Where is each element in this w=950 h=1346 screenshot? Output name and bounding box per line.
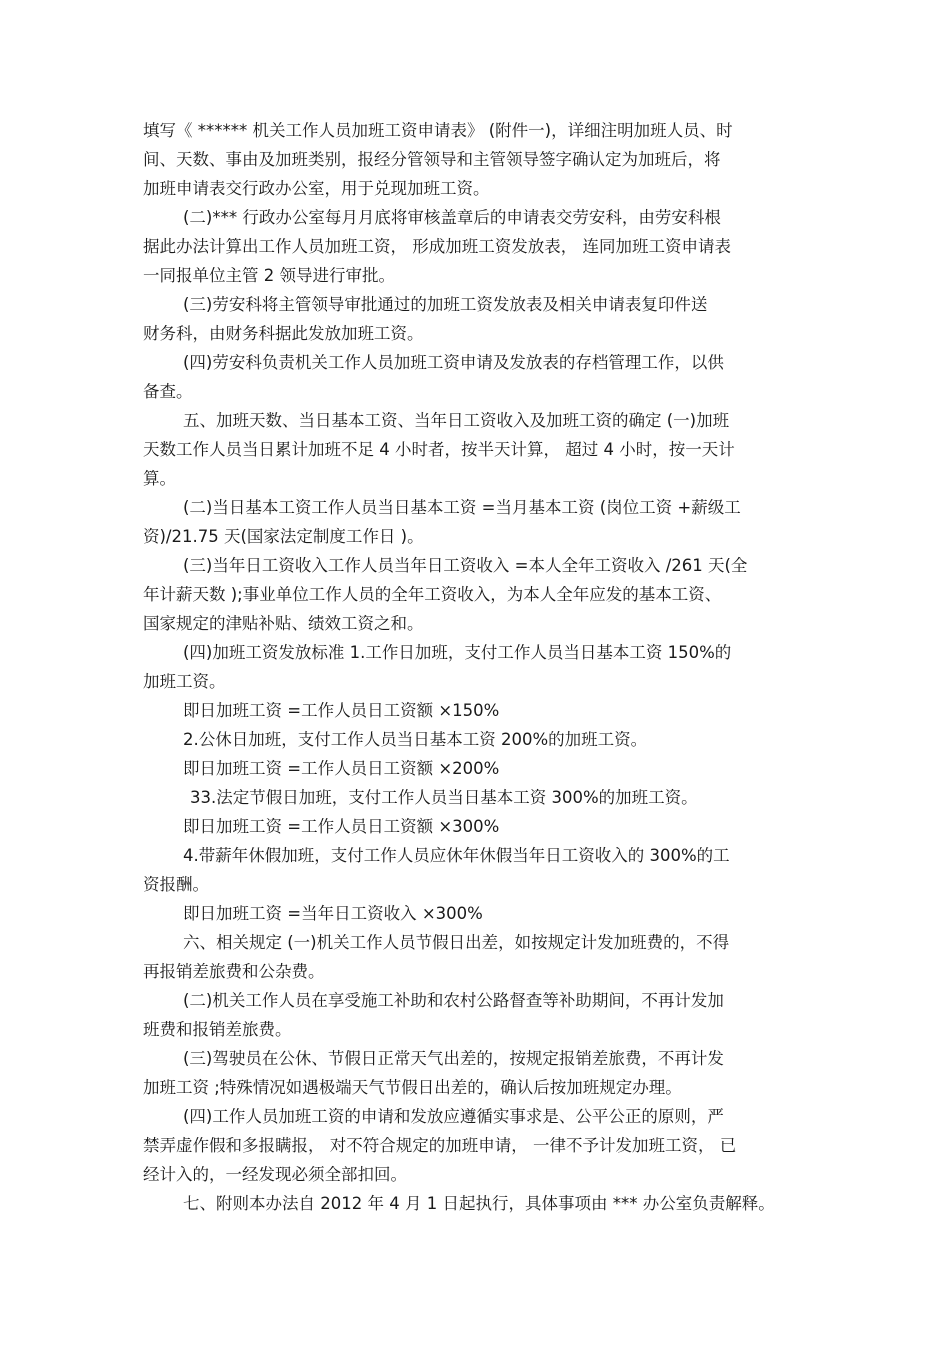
text-line: 天数工作人员当日累计加班不足 4 小时者，按半天计算， 超过 4 小时，按一天计 [143, 440, 735, 459]
text-line: (三)当年日工资收入工作人员当年日工资收入 =本人全年工资收入 /261 天(全 [183, 556, 748, 575]
text-line: 财务科，由财务科据此发放加班工资。 [143, 324, 424, 343]
text-line: 备查。 [143, 382, 193, 401]
text-line: 33.法定节假日加班，支付工作人员当日基本工资 300%的加班工资。 [190, 788, 698, 807]
text-line: (二)机关工作人员在享受施工补助和农村公路督查等补助期间，不再计发加 [183, 991, 724, 1010]
text-line: (二)当日基本工资工作人员当日基本工资 =当月基本工资 (岗位工资 +薪级工 [183, 498, 741, 517]
text-line: 五、加班天数、当日基本工资、当年日工资收入及加班工资的确定 (一)加班 [183, 411, 730, 430]
text-line: 加班工资 ;特殊情况如遇极端天气节假日出差的，确认后按加班规定办理。 [143, 1078, 682, 1097]
text-line: 资)/21.75 天(国家法定制度工作日 )。 [143, 527, 424, 546]
text-line: 4.带薪年休假加班，支付工作人员应休年休假当年日工资收入的 300%的工 [183, 846, 730, 865]
text-line: 即日加班工资 =工作人员日工资额 ×300% [183, 817, 500, 836]
text-line: 加班申请表交行政办公室，用于兑现加班工资。 [143, 179, 490, 198]
text-line: 七、附则本办法自 2012 年 4 月 1 日起执行，具体事项由 *** 办公室负责解释。 [183, 1194, 775, 1213]
text-line: (二)*** 行政办公室每月月底将审核盖章后的申请表交劳安科，由劳安科根 [183, 208, 721, 227]
text-line: (四)加班工资发放标准 1.工作日加班，支付工作人员当日基本工资 150%的 [183, 643, 732, 662]
text-line: 即日加班工资 =当年日工资收入 ×300% [183, 904, 483, 923]
text-line: 算。 [143, 469, 176, 488]
text-line: 据此办法计算出工作人员加班工资， 形成加班工资发放表， 连同加班工资申请表 [143, 237, 731, 256]
text-line: 填写《 ****** 机关工作人员加班工资申请表》 (附件一)，详细注明加班人员、时 [143, 121, 733, 140]
text-line: (三)驾驶员在公休、节假日正常天气出差的，按规定报销差旅费，不再计发 [183, 1049, 724, 1068]
text-line: 国家规定的津贴补贴、绩效工资之和。 [143, 614, 424, 633]
text-line: 再报销差旅费和公杂费。 [143, 962, 325, 981]
text-line: 间、天数、事由及加班类别，报经分管领导和主管领导签字确认定为加班后，将 [143, 150, 721, 169]
text-line: 六、相关规定 (一)机关工作人员节假日出差，如按规定计发加班费的，不得 [183, 933, 730, 952]
text-line: (三)劳安科将主管领导审批通过的加班工资发放表及相关申请表复印件送 [183, 295, 708, 314]
text-line: 经计入的，一经发现必须全部扣回。 [143, 1165, 407, 1184]
text-line: 禁弄虚作假和多报瞒报， 对不符合规定的加班申请， 一律不予计发加班工资， 已 [143, 1136, 737, 1155]
text-line: 2.公休日加班，支付工作人员当日基本工资 200%的加班工资。 [183, 730, 648, 749]
text-line: 资报酬。 [143, 875, 209, 894]
text-line: 即日加班工资 =工作人员日工资额 ×200% [183, 759, 500, 778]
text-line: 即日加班工资 =工作人员日工资额 ×150% [183, 701, 500, 720]
text-line: (四)工作人员加班工资的申请和发放应遵循实事求是、公平公正的原则，严 [183, 1107, 724, 1126]
text-line: (四)劳安科负责机关工作人员加班工资申请及发放表的存档管理工作，以供 [183, 353, 724, 372]
text-line: 一同报单位主管 2 领导进行审批。 [143, 266, 395, 285]
text-line: 加班工资。 [143, 672, 226, 691]
text-line: 年计薪天数 );事业单位工作人员的全年工资收入，为本人全年应发的基本工资、 [143, 585, 722, 604]
text-line: 班费和报销差旅费。 [143, 1020, 292, 1039]
